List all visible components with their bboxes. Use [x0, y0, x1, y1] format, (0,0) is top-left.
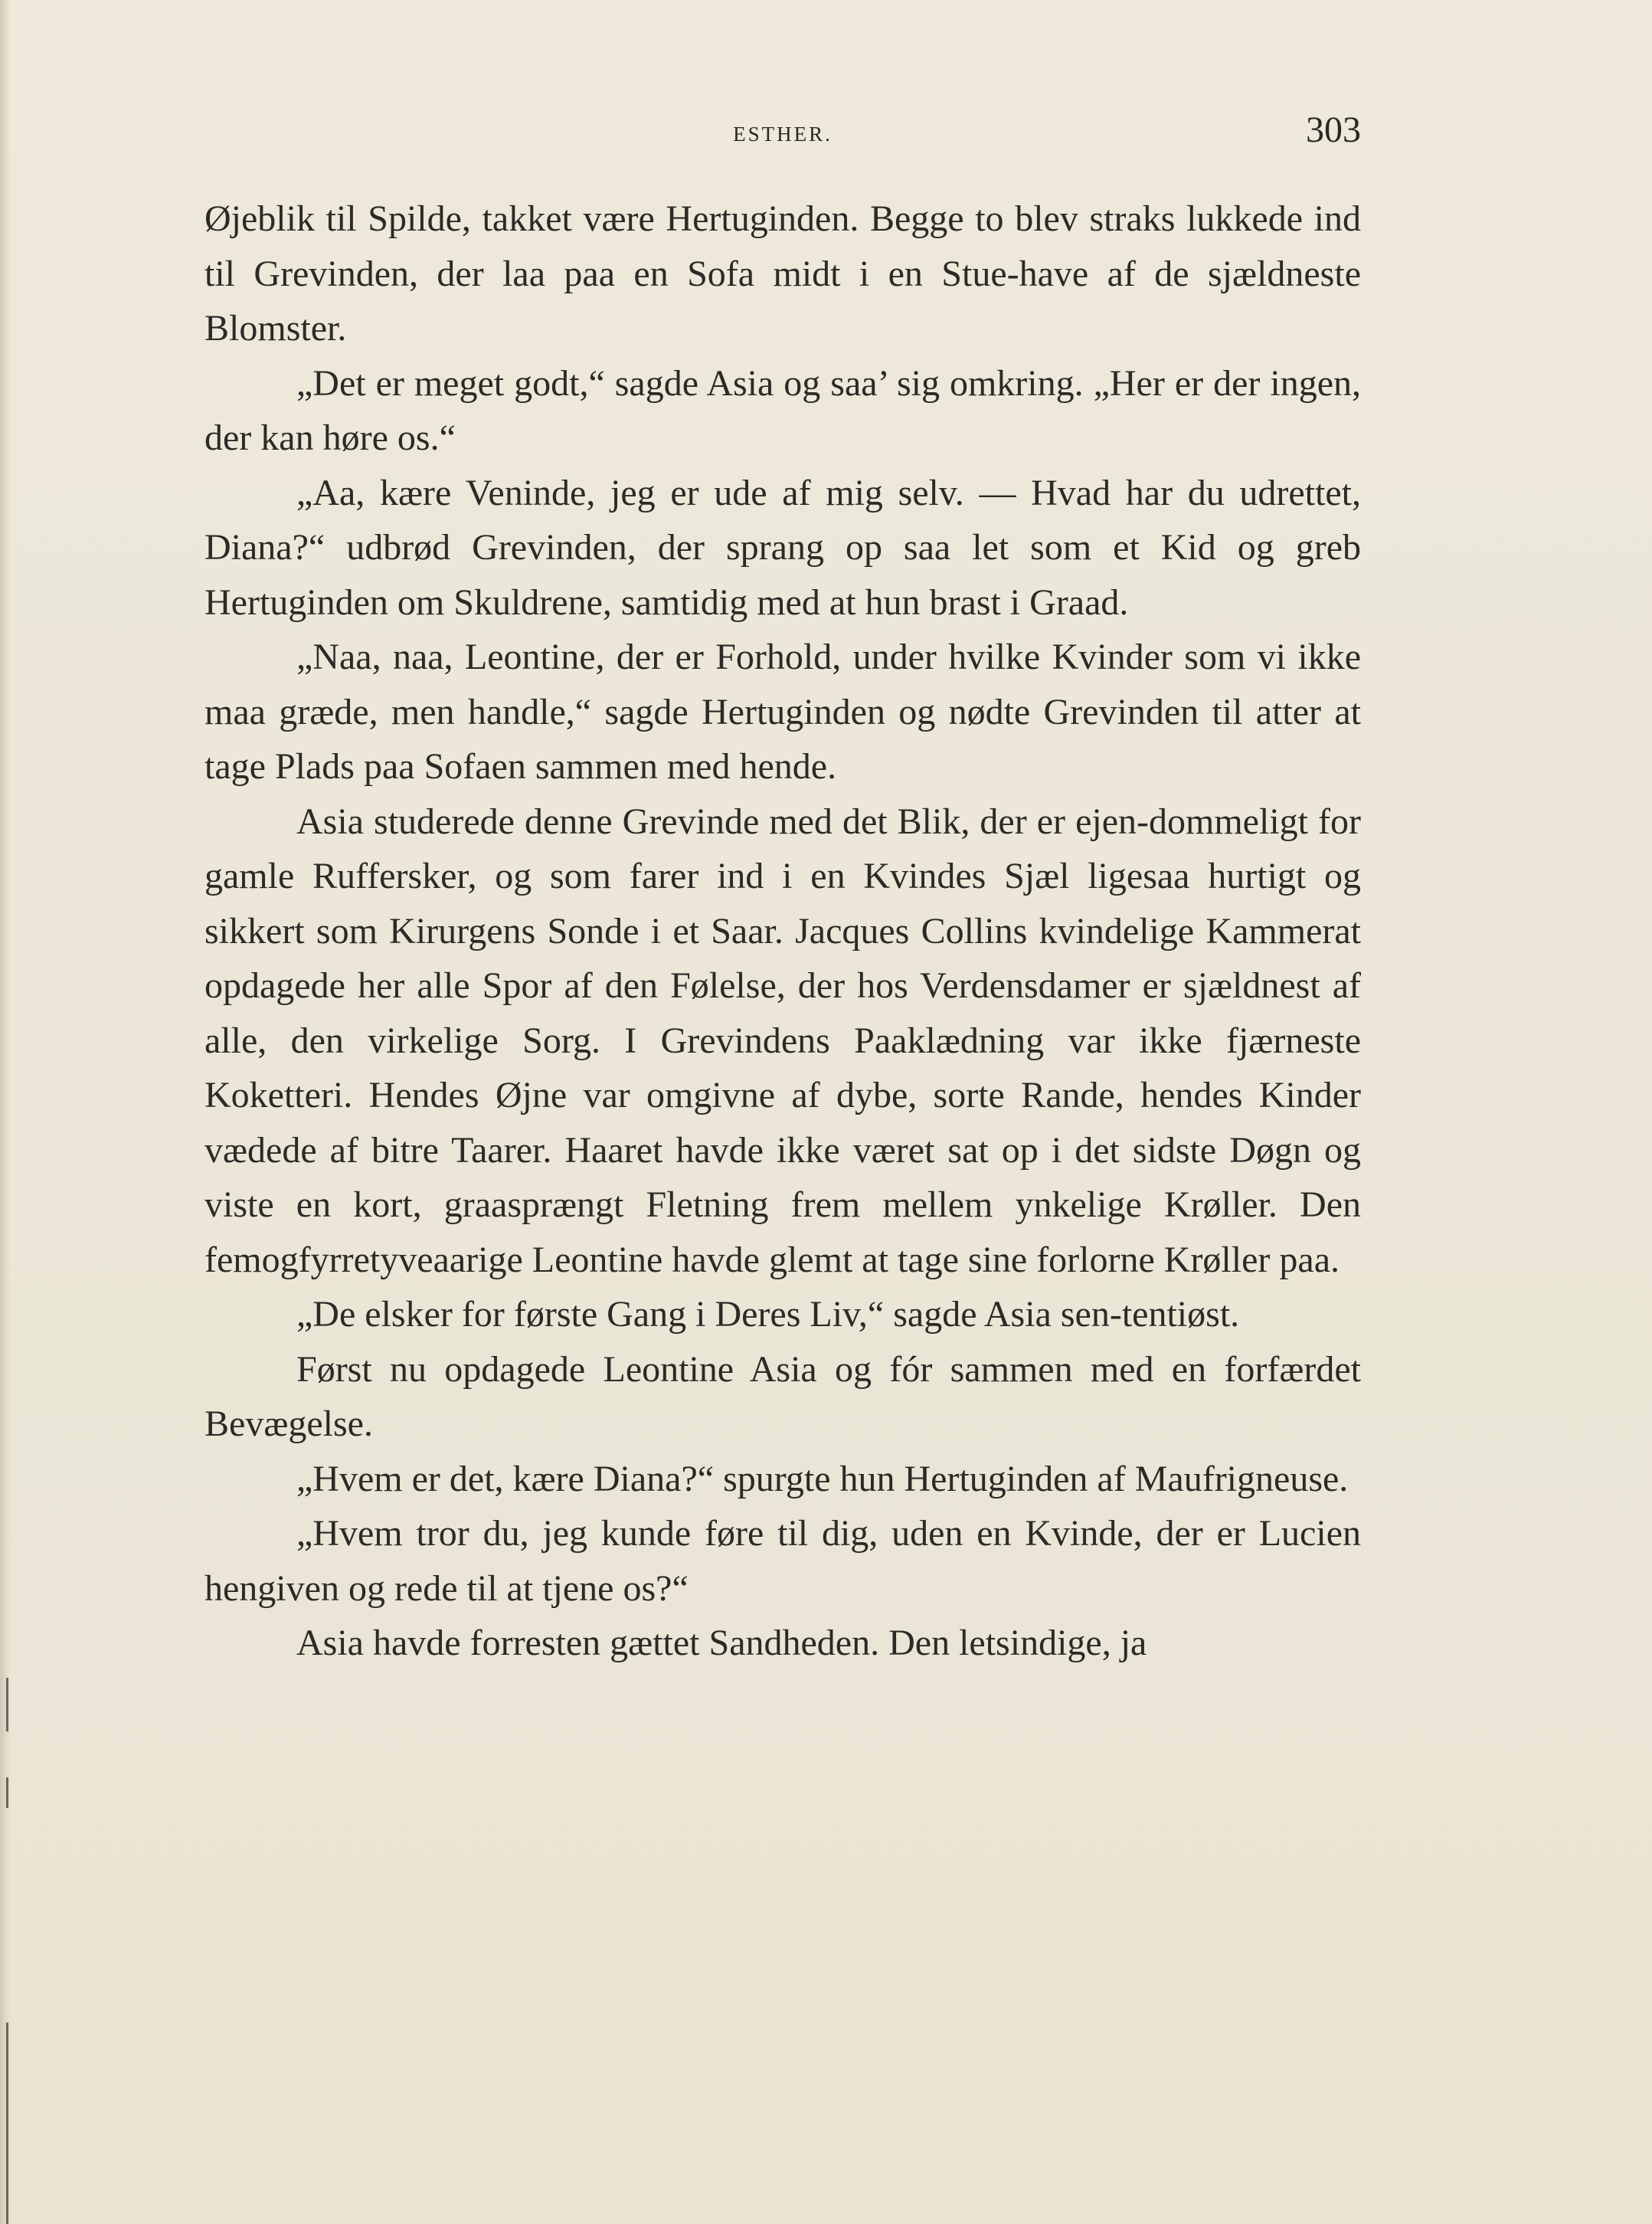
- paragraph: Asia studerede denne Grevinde med det Blik, der er ejen-dommeligt for gamle Ruffersker, og som farer ind i en Kvindes Sjæl ligesaa hurtigt og sikkert som Kirurgens Sonde i et Saar. Jacques Collins kvindelige Kammerat opdagede her alle Spor af den Følelse, der hos Verdensdamer er sjældnest af alle, den virkelige Sorg. I Grevindens Paaklædning var ikke fjærneste Koketteri. Hendes Øjne var omgivne af dybe, sorte Rande, hendes Kinder vædede af bitre Taarer. Haaret havde ikke været sat op i det sidste Døgn og viste en kort, graasprængt Fletning frem mellem ynkelige Krøller. Den femogfyrretyveaarige Leontine havde glemt at tage sine forlorne Krøller paa.: [204, 801, 1361, 1280]
- body-text: [204, 192, 1361, 1671]
- edge-mark: [6, 2023, 8, 2224]
- edge-mark: [6, 1678, 8, 1731]
- paragraph: „Hvem er det, kære Diana?“ spurgte hun Hertuginden af Maufrigneuse.: [296, 1458, 1349, 1499]
- paragraph: Først nu opdagede Leontine Asia og fór sammen med en forfærdet Bevægelse.: [204, 1348, 1361, 1444]
- edge-mark: [6, 1777, 8, 1808]
- paragraph: „Aa, kære Veninde, jeg er ude af mig selv. — Hvad har du udrettet, Diana?“ udbrød Grevinden, der sprang op saa let som et Kid og greb Hertuginden om Skuldrene, samtidig med at hun brast i Graad.: [204, 472, 1361, 623]
- paragraph: Asia havde forresten gættet Sandheden. Den letsindige, ja: [296, 1623, 1147, 1663]
- paragraph: „Hvem tror du, jeg kunde føre til dig, uden en Kvinde, der er Lucien hengiven og rede til at tjene os?“: [204, 1513, 1361, 1609]
- paragraph: Øjeblik til Spilde, takket være Hertuginden. Begge to blev straks lukkede ind til Grevinden, der laa paa en Sofa midt i en Stue-have af de sjældneste Blomster.: [204, 198, 1361, 349]
- page-binding-edge: [0, 0, 11, 2224]
- paragraph: „Det er meget godt,“ sagde Asia og saa’ sig omkring. „Her er der ingen, der kan høre os.“: [204, 362, 1361, 458]
- running-head: ESTHER.: [733, 123, 833, 146]
- page-header: [204, 109, 1361, 162]
- paragraph: „De elsker for første Gang i Deres Liv,“ sagde Asia sen-tentiøst.: [296, 1294, 1240, 1335]
- page-number: 303: [1306, 110, 1361, 150]
- paragraph: „Naa, naa, Leontine, der er Forhold, under hvilke Kvinder som vi ikke maa græde, men handle,“ sagde Hertuginden og nødte Grevinden til atter at tage Plads paa Sofaen sammen med hende.: [204, 637, 1361, 787]
